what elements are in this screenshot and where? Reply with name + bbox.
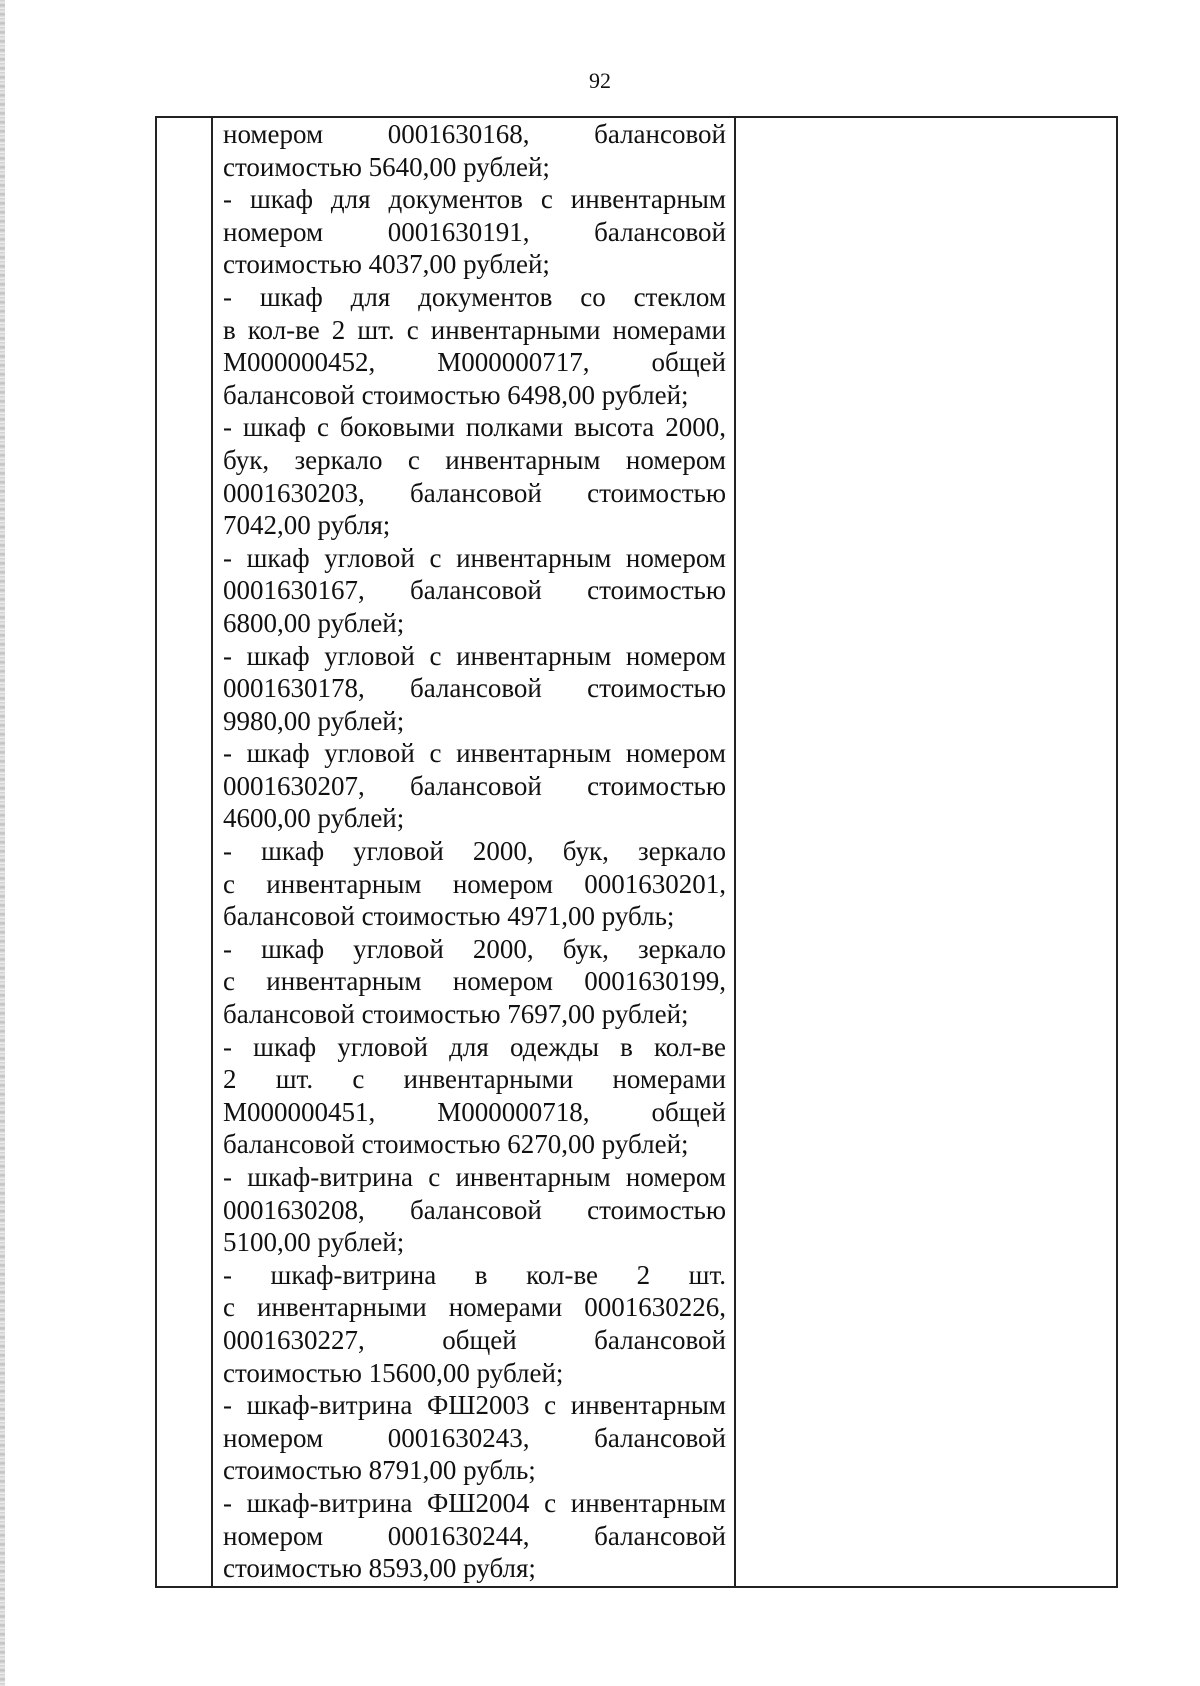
text-line: 7042,00 рубля; xyxy=(223,510,391,541)
text-line: с инвентарным номером 0001630199, xyxy=(223,966,726,997)
text-line: - шкаф для документов со стеклом xyxy=(223,281,726,312)
text-line: 0001630203, балансовой стоимостью xyxy=(223,477,726,508)
text-line: балансовой стоимостью 4971,00 рубль; xyxy=(223,901,675,932)
text-line: балансовой стоимостью 6270,00 рублей; xyxy=(223,1129,689,1160)
document-table xyxy=(155,116,1118,1588)
text-line: с инвентарным номером 0001630201, xyxy=(223,868,726,899)
text-line: - шкаф угловой с инвентарным номером xyxy=(223,542,726,573)
text-line: - шкаф угловой с инвентарным номером xyxy=(223,738,726,769)
text-line: 5100,00 рублей; xyxy=(223,1227,405,1258)
text-line: - шкаф-витрина с инвентарным номером xyxy=(223,1162,726,1192)
text-line: - шкаф угловой 2000, бук, зеркало xyxy=(223,933,726,964)
text-line: - шкаф угловой для одежды в кол-ве xyxy=(223,1031,726,1062)
text-line: с инвентарными номерами 0001630226, xyxy=(223,1292,726,1323)
table-cell-description xyxy=(223,118,726,1585)
text-line: стоимостью 8593,00 рубля; xyxy=(223,1553,536,1584)
text-line: - шкаф-витрина в кол-ве 2 шт. xyxy=(223,1259,726,1290)
text-line: - шкаф угловой 2000, бук, зеркало xyxy=(223,836,726,867)
text-line: 0001630167, балансовой стоимостью xyxy=(223,575,726,606)
text-line: стоимостью 8791,00 рубль; xyxy=(223,1455,536,1486)
text-line: бук, зеркало с инвентарным номером xyxy=(223,444,726,475)
text-line: номером 0001630191, балансовой xyxy=(223,216,726,247)
text-line: стоимостью 4037,00 рублей; xyxy=(223,249,550,280)
text-line: 6800,00 рублей; xyxy=(223,607,405,638)
text-line: балансовой стоимостью 6498,00 рублей; xyxy=(223,379,689,410)
scan-edge-artifact xyxy=(0,0,5,1686)
text-line: номером 0001630168, балансовой xyxy=(223,119,726,149)
text-line: в кол-ве 2 шт. с инвентарными номерами xyxy=(223,314,726,345)
text-line: стоимостью 5640,00 рублей; xyxy=(223,151,550,182)
text-line: 4600,00 рублей; xyxy=(223,803,405,834)
text-line: - шкаф-витрина ФШ2003 с инвентарным xyxy=(223,1390,726,1421)
text-line: 0001630208, балансовой стоимостью xyxy=(223,1194,726,1225)
text-line: 0001630178, балансовой стоимостью xyxy=(223,673,726,704)
text-line: номером 0001630243, балансовой xyxy=(223,1422,726,1453)
table-column-divider-right xyxy=(734,118,736,1586)
page-number: 92 xyxy=(589,68,611,93)
text-line: стоимостью 15600,00 рублей; xyxy=(223,1357,564,1388)
text-line: - шкаф-витрина ФШ2004 с инвентарным xyxy=(223,1487,726,1518)
text-line: балансовой стоимостью 7697,00 рублей; xyxy=(223,999,689,1030)
text-line: - шкаф угловой с инвентарным номером xyxy=(223,640,726,671)
text-line: 0001630227, общей балансовой xyxy=(223,1324,726,1355)
text-line: - шкаф для документов с инвентарным xyxy=(223,184,726,215)
table-column-divider-left xyxy=(211,118,213,1586)
text-line: 2 шт. с инвентарными номерами xyxy=(223,1064,726,1095)
text-line: 0001630207, балансовой стоимостью xyxy=(223,770,726,801)
text-line: - шкаф с боковыми полками высота 2000, xyxy=(223,412,726,443)
text-line: М000000452, М000000717, общей xyxy=(223,347,726,378)
text-line: М000000451, М000000718, общей xyxy=(223,1096,726,1127)
text-line: номером 0001630244, балансовой xyxy=(223,1520,726,1551)
text-line: 9980,00 рублей; xyxy=(223,705,405,736)
